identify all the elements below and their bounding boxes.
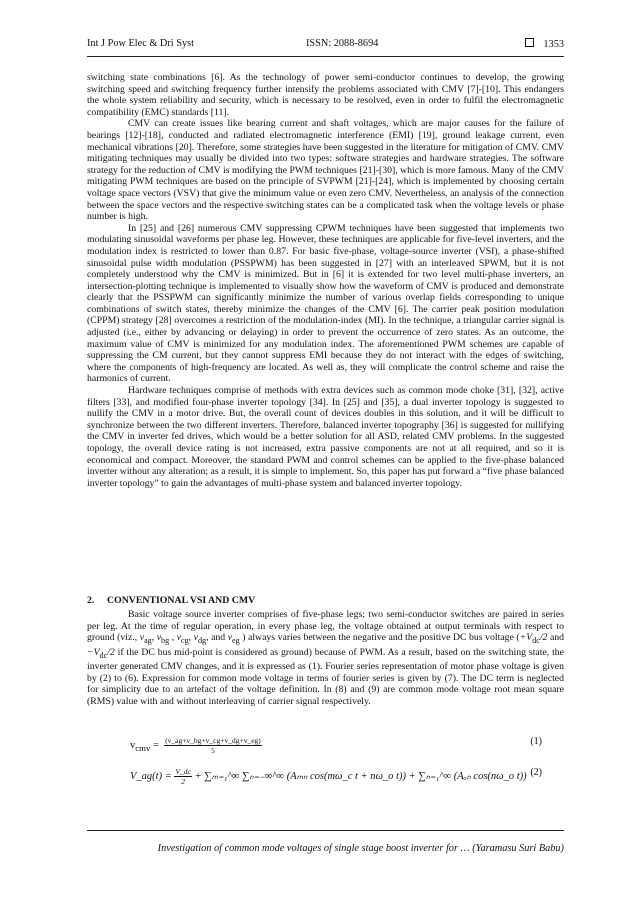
- page-number: 1353: [543, 39, 564, 50]
- section-number: 2.: [87, 595, 95, 606]
- eq1-denominator: 5: [211, 746, 215, 755]
- paragraph-3: In [25] and [26] numerous CMV suppressing CPWM techniques have been suggested that implements two modulating sinusoidal waveforms per phase leg. However, these techniques are applicable for five-level inverters, and the modulation index is restricted to lower than 0.87. For basic five-phase, voltage-source inverter (VSI), a phase-shifted sinusoidal pulse width modulation (PSSPWM) has been suggested in [27] with an interleaved SPWM, but it is not completely understood why the CMV is minimized. But in [6] it is extended for two level multi-phase inverters, an intersection-plotting technique is implemented to visually show how the waveform of CMV is produced and demonstrate clearly that the PSSPWM can significantly minimize the number of various overlap fields corresponding to unique combinations of switch states, thereby minimize the changes of the CMV [6]. The carrier peak position modulation (CPPM) strategy [28] overcomes a restriction of the modulation-index (MI). In the technique, a triangular carrier signal is adjusted (i.e., either by advancing or delaying) in order to prevent the occurrence of zero states. As an outcome, the maximum value of CMV is minimized for any modulation index. The aforementioned PWM schemes are capable of suppressing the CM current, but they cannot suppress EMI because they do not interact with the edges of switching, where the components of high-frequency are located. As well as, they will complicate the control scheme and raise the harmonics of current.: [87, 222, 564, 385]
- eq2-denominator: 2: [181, 777, 185, 786]
- running-footer: Investigation of common mode voltages of single stage boost inverter for … (Yaramasu Suri Babu): [157, 843, 564, 854]
- page-number-block: [525, 38, 564, 50]
- eq1-fraction: [164, 736, 262, 755]
- eq2-number: (2): [530, 767, 542, 778]
- paragraph-4: Hardware techniques comprise of methods with extra devices such as common mode choke [31], [32], active filters [33], and modified four-phase inverter topology [34]. In [25] and [35], a dual inverter topology is suggested to nullify the CMV in a motor drive. But, the overall count of devices doubles in this solution, and it will be difficult to synchronize between the two different inverters. Therefore, balanced inverter topography [36] is suggested for nullifying the CMV in inverter fed drives, which would be a better solution for all ASD, related CMV problems. In the suggested topology, the overall device rating is not increased, extra passive components are not at all required, and so it is economical and compact. Moreover, the standard PWM and control schemes can be applied to the five-phase balanced inverter without any alteration; as a result, it is simple to implement. So, this paper has put forward a “five phase balanced inverter topology” to gain the advantages of multi-phase system and balanced inverter topology.: [87, 385, 564, 489]
- equation-1: [130, 736, 564, 755]
- section-heading: [87, 595, 255, 606]
- issn: ISSN: 2088-8694: [306, 38, 379, 49]
- eq2-lhs: V_ag(t) =: [130, 770, 175, 782]
- eq2-fraction: [174, 767, 191, 786]
- eq2-numerator: V_dc: [175, 767, 191, 776]
- eq1-number: (1): [530, 736, 542, 747]
- section-paragraph: [87, 609, 564, 708]
- eq1-lhs-sub: cmv: [135, 743, 151, 753]
- footer-rule: [87, 830, 564, 831]
- section-title: CONVENTIONAL VSI AND CMV: [107, 595, 256, 606]
- journal-name: Int J Pow Elec & Dri Syst: [87, 38, 194, 49]
- paragraph-2: CMV can create issues like bearing current and shaft voltages, which are major causes for the failure of bearings [12]-[18], conducted and radiated electromagnetic interference (EMI) [19], ground leakage current, even mechanical vibrations [20]. Therefore, some strategies have been suggested in the literature for mitigation of CMV. CMV mitigating techniques may usually be divided into two types: software strategies and hardware strategies. The software strategy for the reduction of CMV is modifying the PWM techniques [21]-[30], which is more famous. Many of the CMV mitigating PWM techniques are based on the principle of SVPWM [21]-[24], which is implemented by choosing certain voltage space vectors (VSV) that give the minimum value or even zero CMV. Nevertheless, an analysis of the connection between the space vectors and the respective switching states can be a complicated task when the voltage levels or phase number is high.: [87, 118, 564, 223]
- eq1-equals: =: [150, 739, 162, 751]
- eq1-lhs: v: [130, 739, 136, 751]
- square-icon: [525, 38, 534, 47]
- eq1-numerator: (v_ag+v_bg+v_cg+v_dg+v_eg): [165, 736, 261, 745]
- paragraph-1: switching state combinations [6]. As the technology of power semi-conductor continues to develop, the growing switching speed and switching frequency further intensify the problems associated with CMV [7]-[10]. This endangers the whole system reliability and security, which is necessary to be resolved, even in order to fulfil the electromagnetic compatibility (EMC) standards [11].: [87, 72, 564, 118]
- header-rule: [87, 56, 564, 57]
- equation-2: [130, 767, 564, 786]
- running-header: [87, 38, 564, 52]
- eq2-rhs: + ∑ₘ₌₁^∞ ∑ₙ₌₋∞^∞ (Aₘₙ cos(mω_c t + nω_o t)) + ∑ₙ₌₁^∞ (Aₒₙ cos(nω_o t)): [191, 770, 527, 782]
- body-text: [87, 72, 564, 489]
- paragraph-5: Basic voltage source inverter comprises of five-phase legs; two semi-conductor switches are paired in series per leg. At the time of regular operation, in every phase leg, the voltage obtained at output terminals with respect to ground (viz., $v_{ag}$, $v_{bg}$ , $v_{cg}$, $v_{dg}$, and $v_{eg}$ ) always varies between the negative and the positive DC bus voltage ($+V_{dc}/2$ and $-V_{dc}/2$ if the DC bus mid-point is considered as ground) because of PWM. As a result, based on the switching state, the inverter generated CMV changes, and it is expressed as (1). Fourier series representation of motor phase voltage is given by (2) to (6). Expression for common mode voltage in terms of fourier series is given by (7). The DC term is neglected for simplicity due to an artefact of the voltage definition. In (8) and (9) are common mode voltage root mean square (RMS) value with and without interleaving of carrier signal respectively.: [87, 609, 565, 708]
